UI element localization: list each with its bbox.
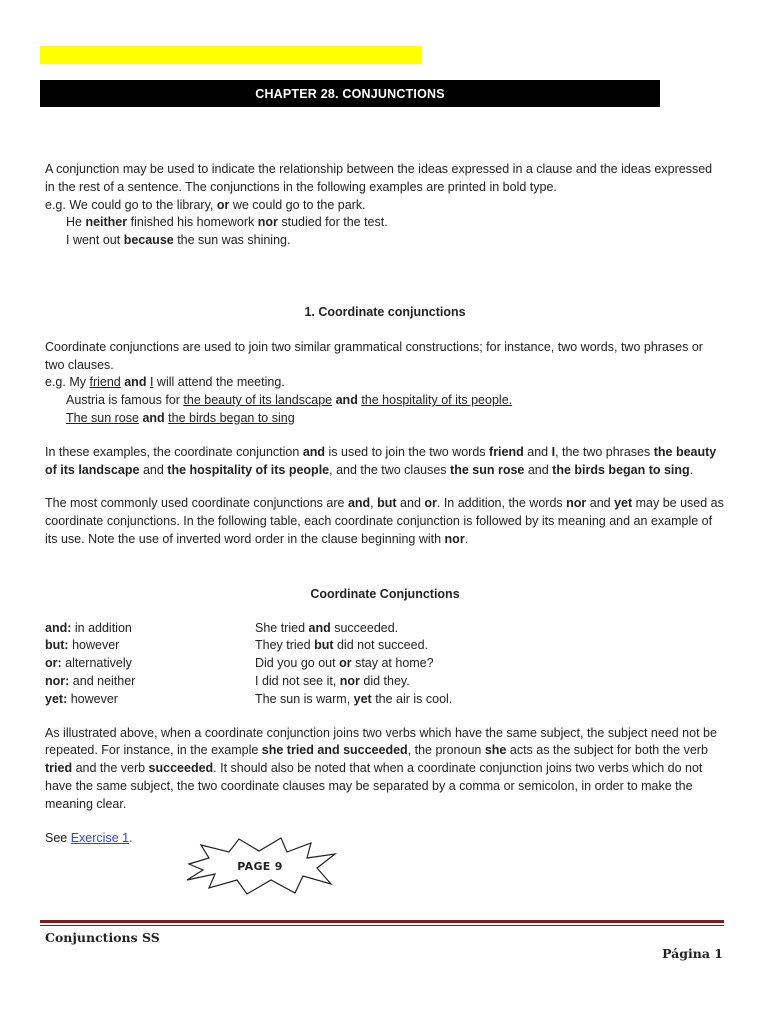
conjunction-meaning-cell: or: alternatively [45,656,132,671]
exercise-1-link[interactable]: Exercise 1 [70,830,130,845]
conjunction-meaning-cell: but: however [45,638,120,653]
intro-example-2: He neither finished his homework nor studied for the test. [66,215,388,230]
conjunction-meaning-cell: yet: however [45,691,118,706]
coordinate-example-2: Austria is famous for the beauty of its landscape and the hospitality of its people. [66,393,513,408]
table-row [45,620,725,638]
table-row [45,673,725,691]
common-conjunctions-paragraph: The most commonly used coordinate conjunctions are and, but and or. In addition, the words nor and yet may be used as coordinate conjunctions. In the following table, each coordinate conjunction is followed by its meaning and an example of its use. Note the use of inverted word order in the clause beginning with nor. [45,496,724,546]
conjunction-example-cell: They tried but did not succeed. [255,638,429,653]
table-row [45,637,725,655]
footer-rule-thin [40,925,724,926]
page-content [45,161,725,847]
chapter-title: CHAPTER 28. CONJUNCTIONS [40,80,660,107]
table-row [45,655,725,673]
table-row [45,691,725,709]
conjunction-meaning-cell: nor: and neither [45,673,136,688]
section-title-coordinate: 1. Coordinate conjunctions [304,304,466,319]
intro-example-1: e.g. We could go to the library, or we could go to the park. [45,197,366,212]
footer-page-number: Página 1 [662,946,723,961]
see-exercise-line: See Exercise 1. [45,830,133,845]
conjunction-example-cell: The sun is warm, yet the air is cool. [255,691,453,706]
coordinate-example-3: The sun rose and the birds began to sing [66,410,295,425]
conjunction-example-cell: I did not see it, nor did they. [255,673,410,688]
coordinate-definition: Coordinate conjunctions are used to join two similar grammatical constructions; for instance, two words, two phrases or two clauses. [45,339,703,372]
verbs-subject-paragraph: As illustrated above, when a coordinate conjunction joins two verbs which have the same subject, the subject need not be repeated. For instance, in the example she tried and succeeded, the pronoun she acts as the subject for both the verb tried and the verb succeeded. It should also be noted that when a coordinate conjunction joins two verbs which do not have the same subject, the two coordinate clauses may be separated by a comma or semicolon, in order to make the meaning clear. [45,725,717,811]
footer-document-title: Conjunctions SS [45,930,160,945]
badge-label: PAGE 9 [237,859,283,873]
conjunctions-table [45,620,725,709]
intro-example-3: I went out because the sun was shining. [66,233,291,248]
conjunction-example-cell: Did you go out or stay at home? [255,656,434,671]
footer-rule [40,920,724,923]
table-title: Coordinate Conjunctions [310,586,460,601]
yellow-highlight-bar [40,46,422,64]
coordinate-example-1: e.g. My friend and I will attend the meeting. [45,375,285,390]
conjunction-meaning-cell: and: in addition [45,620,132,635]
conjunction-example-cell: She tried and succeeded. [255,620,399,635]
coordinate-explanation: In these examples, the coordinate conjunction and is used to join the two words friend and I, the two phrases the beauty of its landscape and the hospitality of its people, and the two clauses the sun rose and the birds began to sing. [45,444,717,477]
intro-paragraph: A conjunction may be used to indicate the relationship between the ideas expressed in a clause and the ideas expressed in the rest of a sentence. The conjunctions in the following examples are printed in bold type. [45,162,713,194]
page-badge [183,836,337,896]
